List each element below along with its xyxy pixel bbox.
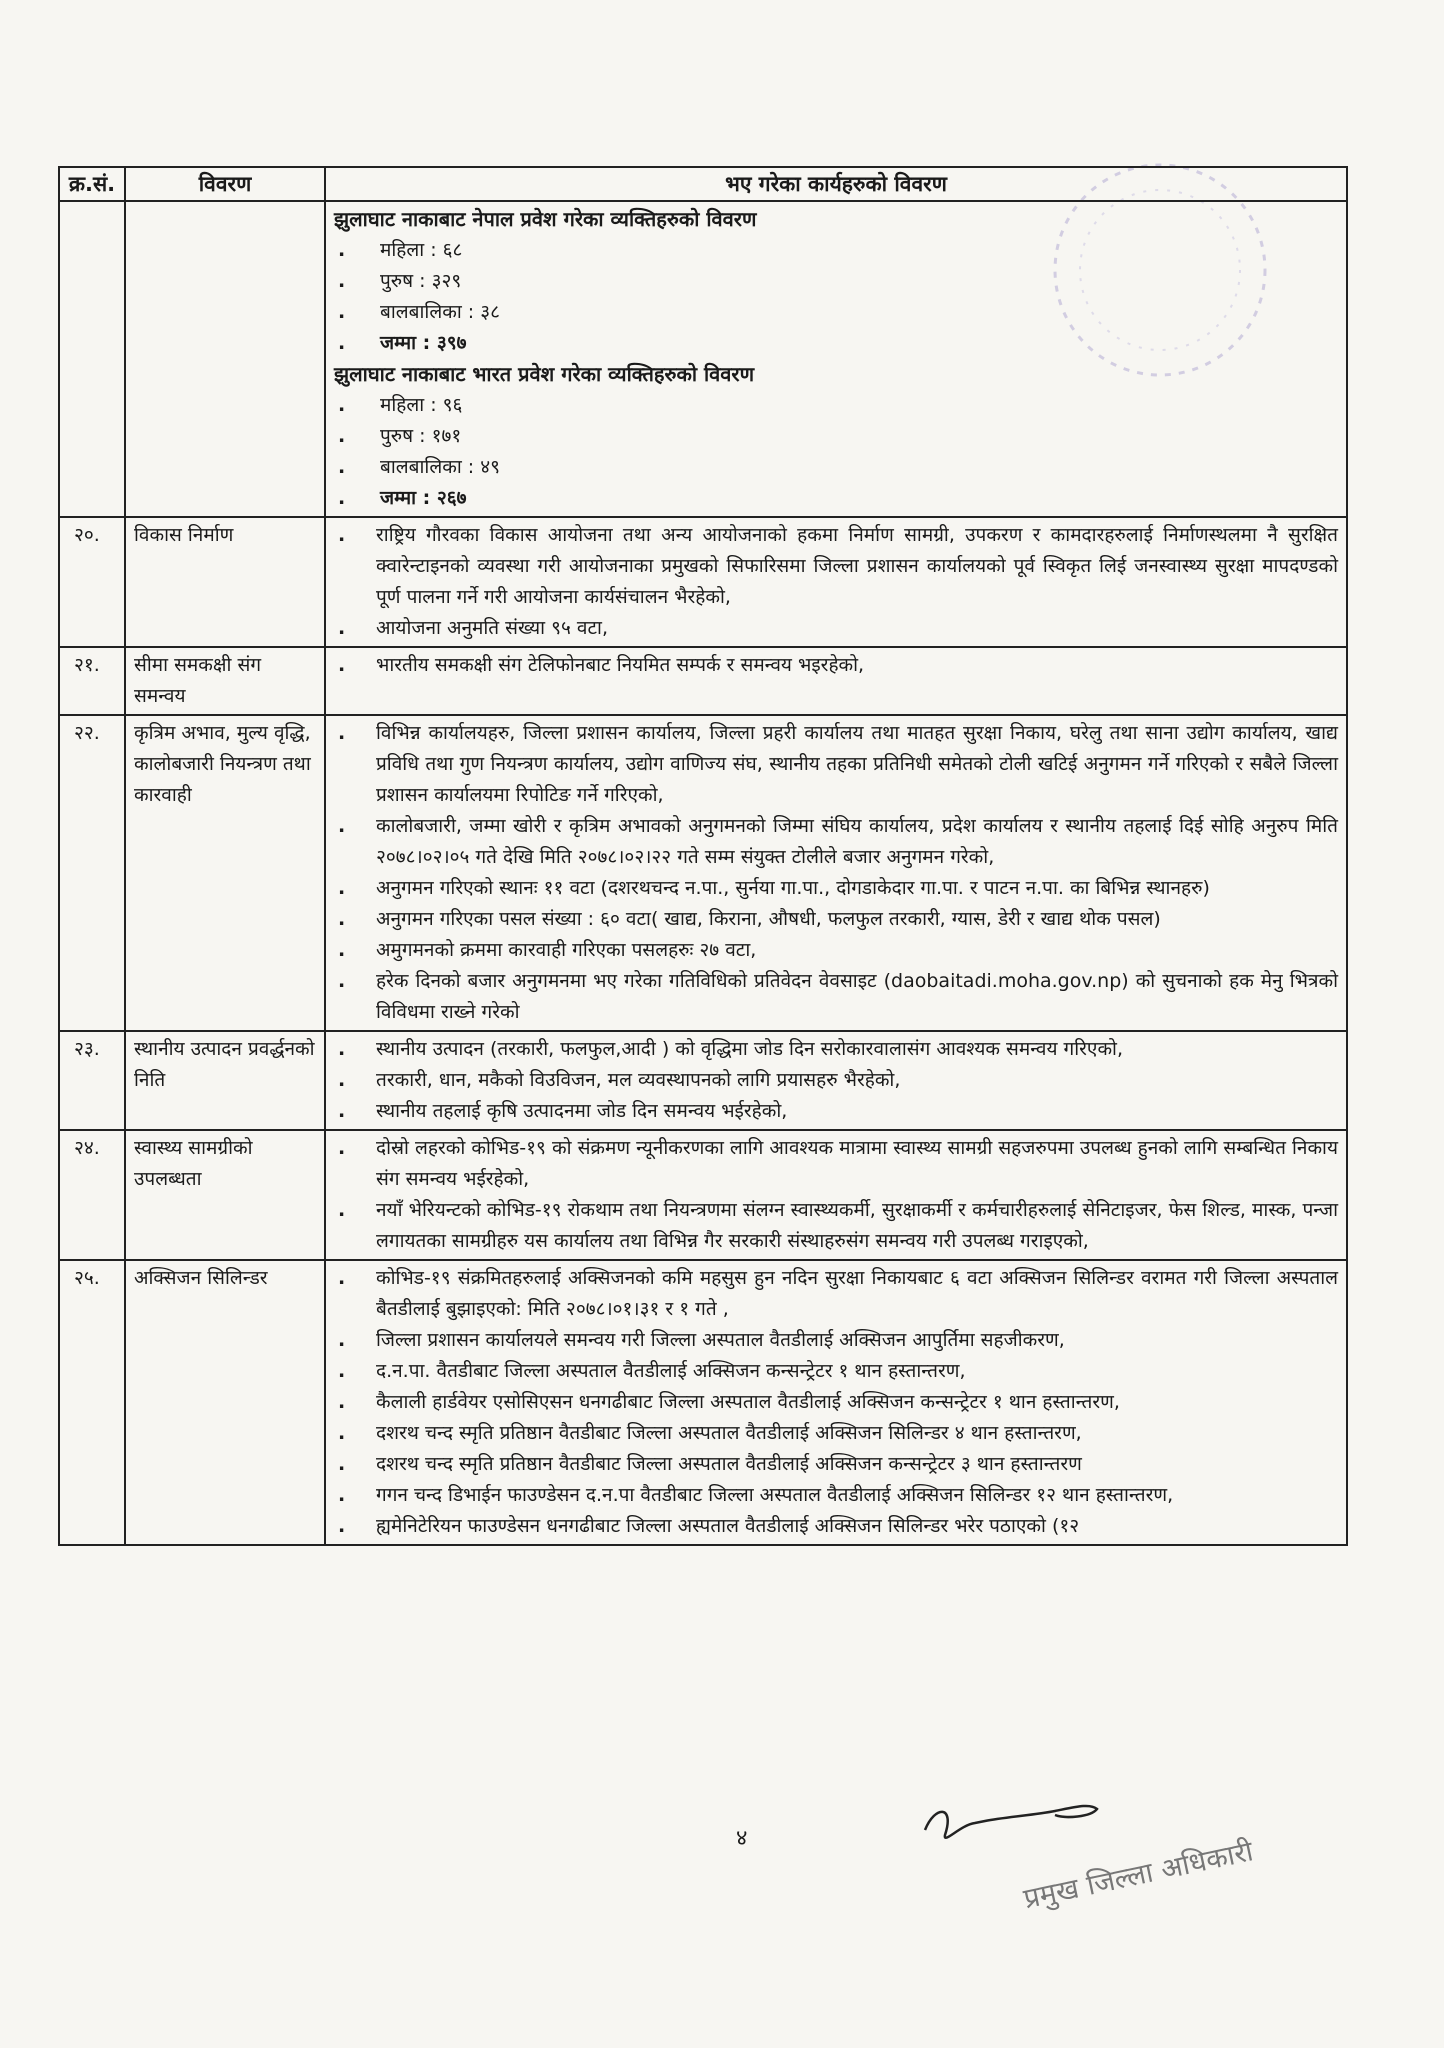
row-title: स्वास्थ्य सामग्रीको उपलब्धता	[125, 1130, 325, 1260]
table-row	[59, 1130, 1347, 1260]
list-item: . राष्ट्रिय गौरवका विकास आयोजना तथा अन्य आयोजनाको हकमा निर्माण सामग्री, उपकरण र कामदारहरुलाई निर्माणस्थलमा नै सुरक्षित क्वारेन्टाइनको व्यवस्था गरी आयोजनाका प्रमुखको सिफारिसमा जिल्ला प्रशासन कार्यालयको पूर्व स्विकृत लिई जनस्वास्थ्य सुरक्षा मापदण्डको पूर्ण पालना गर्ने गरी आयोजना कार्यसंचालन भैरहेको,	[334, 520, 1338, 613]
row-details	[325, 1031, 1347, 1130]
list-item: . स्थानीय उत्पादन (तरकारी, फलफुल,आदी ) को वृद्धिमा जोड दिन सरोकारवालासंग आवश्यक समन्वय गरिएको,	[334, 1034, 1338, 1065]
list-item: . तरकारी, धान, मकैको विउविजन, मल व्यवस्थापनको लागि प्रयासहरु भैरहेको,	[334, 1065, 1338, 1096]
row-number: २४.	[59, 1130, 125, 1260]
list-item: . पुरुष : ३२९	[334, 266, 1338, 297]
row-number: २२.	[59, 715, 125, 1031]
list-item: . अनुगमन गरिएको स्थानः ११ वटा (दशरथचन्द न.पा., सुर्नया गा.पा., दोगडाकेदार गा.पा. र पाटन न.पा. का बिभिन्न स्थानहरु)	[334, 873, 1338, 904]
list-item: . द.न.पा. वैतडीबाट जिल्ला अस्पताल वैतडीलाई अक्सिजन कन्सन्ट्रेटर १ थान हस्तान्तरण,	[334, 1356, 1338, 1387]
list-item: . गगन चन्द डिभाईन फाउण्डेसन द.न.पा वैतडीबाट जिल्ला अस्पताल वैतडीलाई अक्सिजन सिलिन्डर १२ थान हस्तान्तरण,	[334, 1480, 1338, 1511]
list-item: . स्थानीय तहलाई कृषि उत्पादनमा जोड दिन समन्वय भईरहेको,	[334, 1096, 1338, 1127]
row-title: अक्सिजन सिलिन्डर	[125, 1260, 325, 1545]
list-item: . आयोजना अनुमति संख्या ९५ वटा,	[334, 613, 1338, 644]
list-item: . दशरथ चन्द स्मृति प्रतिष्ठान वैतडीबाट जिल्ला अस्पताल वैतडीलाई अक्सिजन कन्सन्ट्रेटर ३ थान हस्तान्तरण	[334, 1449, 1338, 1480]
list-item-total: . जम्मा : २६७	[334, 483, 1338, 514]
india-entry-list	[334, 390, 1338, 514]
table-row-intro	[59, 201, 1347, 517]
nepal-entry-list	[334, 235, 1338, 359]
list-item: . जिल्ला प्रशासन कार्यालयले समन्वय गरी जिल्ला अस्पताल वैतडीलाई अक्सिजन आपुर्तिमा सहजीकरण,	[334, 1325, 1338, 1356]
list-item-total: . जम्मा : ३९७	[334, 328, 1338, 359]
row-title: स्थानीय उत्पादन प्रवर्द्धनको निति	[125, 1031, 325, 1130]
list-item: . दशरथ चन्द स्मृति प्रतिष्ठान वैतडीबाट जिल्ला अस्पताल वैतडीलाई अक्सिजन सिलिन्डर ४ थान हस्तान्तरण,	[334, 1418, 1338, 1449]
list-item: . बालबालिका : ४९	[334, 452, 1338, 483]
header-title: विवरण	[125, 167, 325, 201]
list-item: . पुरुष : १७१	[334, 421, 1338, 452]
row-number: २३.	[59, 1031, 125, 1130]
list-item: . महिला : ९६	[334, 390, 1338, 421]
list-item: . ह्यमेनिटेरियन फाउण्डेसन धनगढीबाट जिल्ला अस्पताल वैतडीलाई अक्सिजन सिलिन्डर भरेर पठाएको (१२	[334, 1511, 1338, 1542]
table-row	[59, 1260, 1347, 1545]
list-item: . अनुगमन गरिएका पसल संख्या : ६० वटा( खाद्य, किराना, औषधी, फलफुल तरकारी, ग्यास, डेरी र खाद्य थोक पसल)	[334, 904, 1338, 935]
row-number: २१.	[59, 647, 125, 715]
header-sn: क्र.सं.	[59, 167, 125, 201]
details-list	[334, 1034, 1338, 1127]
page-number: ४	[736, 1826, 748, 1851]
list-item: . भारतीय समकक्षी संग टेलिफोनबाट नियमित सम्पर्क र समन्वय भइरहेको,	[334, 650, 1338, 681]
table-row	[59, 647, 1347, 715]
signature	[915, 1785, 1115, 1855]
details-list	[334, 1133, 1338, 1257]
details-list	[334, 650, 1338, 681]
list-item: . कोभिड-१९ संक्रमितहरुलाई अक्सिजनको कमि महसुस हुन नदिन सुरक्षा निकायबाट ६ वटा अक्सिजन सिलिन्डर वरामत गरी जिल्ला अस्पताल बैतडीलाई बुझाइएको: मिति २०७८।०१।३१ र १ गते ,	[334, 1263, 1338, 1325]
list-item: . महिला : ६८	[334, 235, 1338, 266]
list-item: . हरेक दिनको बजार अनुगमनमा भए गरेका गतिविधिको प्रतिवेदन वेवसाइट (daobaitadi.moha.gov.np) को सुचनाको हक मेनु भित्रको विविधमा राख्ने गरेको	[334, 966, 1338, 1028]
table-header-row	[59, 167, 1347, 201]
row-details	[325, 647, 1347, 715]
india-entry-heading: झुलाघाट नाकाबाट भारत प्रवेश गरेका व्यक्तिहरुको विवरण	[334, 362, 755, 386]
cell-title	[125, 201, 325, 517]
details-list	[334, 718, 1338, 1028]
table-row	[59, 517, 1347, 647]
list-item: . कालोबजारी, जम्मा खोरी र कृत्रिम अभावको अनुगमनको जिम्मा संघिय कार्यालय, प्रदेश कार्यालय र स्थानीय तहलाई दिई सोहि अनुरुप मिति २०७८।०२।०५ गते देखि मिति २०७८।०२।२२ गते सम्म संयुक्त टोलीले बजार अनुगमन गरेको,	[334, 811, 1338, 873]
cell-sn	[59, 201, 125, 517]
list-item: . कैलाली हार्डवेयर एसोसिएसन धनगढीबाट जिल्ला अस्पताल वैतडीलाई अक्सिजन कन्सन्ट्रेटर १ थान हस्तान्तरण,	[334, 1387, 1338, 1418]
row-details	[325, 715, 1347, 1031]
table-row	[59, 1031, 1347, 1130]
chief-district-officer-stamp: प्रमुख जिल्ला अधिकारी	[1020, 1834, 1256, 1916]
list-item: . नयाँ भेरियन्टको कोभिड-१९ रोकथाम तथा नियन्त्रणमा संलग्न स्वास्थ्यकर्मी, सुरक्षाकर्मी र कर्मचारीहरुलाई सेनिटाइजर, फेस शिल्ड, मास्क, पन्जा लगायतका सामग्रीहरु यस कार्यालय तथा विभिन्न गैर सरकारी संस्थाहरुसंग समन्वय गरी उपलब्ध गराइएको,	[334, 1195, 1338, 1257]
row-number: २५.	[59, 1260, 125, 1545]
list-item: . अमुगमनको क्रममा कारवाही गरिएका पसलहरुः २७ वटा,	[334, 935, 1338, 966]
table-row	[59, 715, 1347, 1031]
row-details	[325, 1260, 1347, 1545]
cell-details	[325, 201, 1347, 517]
activities-table	[58, 166, 1348, 1546]
details-list	[334, 1263, 1338, 1542]
row-number: २०.	[59, 517, 125, 647]
header-details: भए गरेका कार्यहरुको विवरण	[325, 167, 1347, 201]
list-item: . दोस्रो लहरको कोभिड-१९ को संक्रमण न्यूनीकरणका लागि आवश्यक मात्रामा स्वास्थ्य सामग्री सहजरुपमा उपलब्ध हुनको लागि सम्बन्धित निकाय संग समन्वय भईरहेको,	[334, 1133, 1338, 1195]
list-item: . बालबालिका : ३८	[334, 297, 1338, 328]
row-details	[325, 1130, 1347, 1260]
list-item: . विभिन्न कार्यालयहरु, जिल्ला प्रशासन कार्यालय, जिल्ला प्रहरी कार्यालय तथा मातहत सुरक्षा निकाय, घरेलु तथा साना उद्योग कार्यालय, खाद्य प्रविधि तथा गुण नियन्त्रण कार्यालय, उद्योग वाणिज्य संघ, स्थानीय तहका प्रतिनिधी समेतको टोली खटिई अनुगमन गर्ने गरिएको र सबैले जिल्ला प्रशासन कार्यालयमा रिपोटिङ गर्ने गरिएको,	[334, 718, 1338, 811]
row-details	[325, 517, 1347, 647]
row-title: सीमा समकक्षी संग समन्वय	[125, 647, 325, 715]
row-title: विकास निर्माण	[125, 517, 325, 647]
nepal-entry-heading: झुलाघाट नाकाबाट नेपाल प्रवेश गरेका व्यक्तिहरुको विवरण	[334, 207, 757, 231]
details-list	[334, 520, 1338, 644]
row-title: कृत्रिम अभाव, मुल्य वृद्धि, कालोबजारी नियन्त्रण तथा कारवाही	[125, 715, 325, 1031]
